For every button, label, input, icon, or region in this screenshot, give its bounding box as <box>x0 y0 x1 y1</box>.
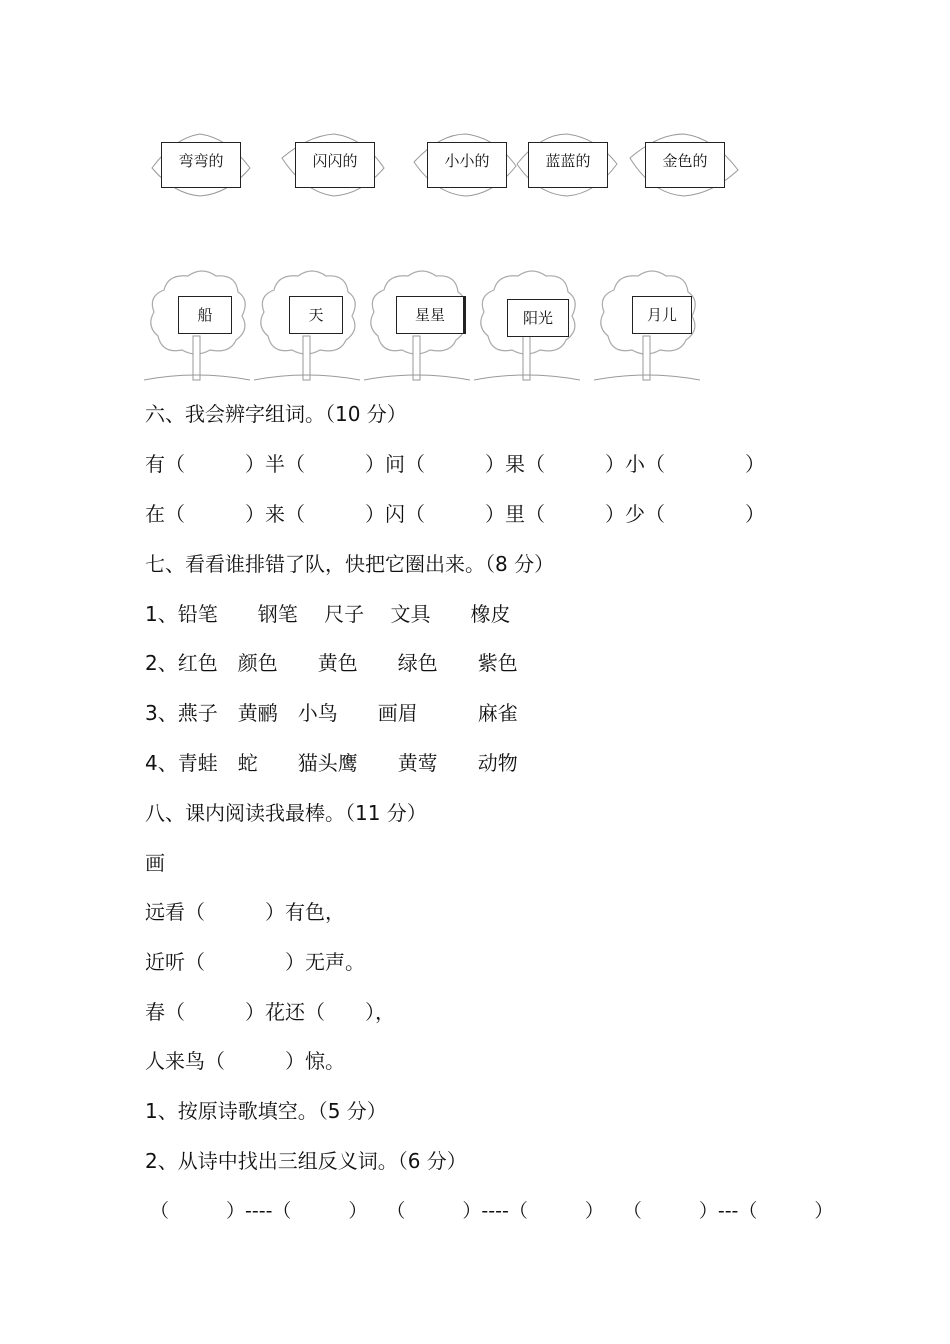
poem-title: 画 <box>145 851 165 875</box>
tree-word: 阳光 <box>507 299 569 337</box>
poem-line-3: 春（ ）花还（ ）， <box>145 1000 395 1024</box>
tree-word: 船 <box>178 296 232 334</box>
section6-row1: 有（ ）半（ ）问（ ）果（ ）小（ ） <box>145 452 765 476</box>
section8-title: 八、课内阅读我最棒。（11 分） <box>145 801 427 825</box>
section6-title: 六、我会辨字组词。（10 分） <box>145 402 407 426</box>
leaf-card-4 <box>511 128 623 198</box>
tree-card-5 <box>594 266 700 382</box>
section7-title: 七、看看谁排错了队，快把它圈出来。（8 分） <box>145 552 555 576</box>
section7-item-3: 3、燕子 黄鹂 小鸟 画眉 麻雀 <box>145 701 518 725</box>
antonym-blanks: （ ）----（ ） （ ）----（ ） （ ）---（ ） <box>150 1200 834 1222</box>
tree-card-1 <box>144 266 250 382</box>
leaf-card-3 <box>410 128 522 198</box>
tree-word: 天 <box>289 296 343 334</box>
tree-word: 月儿 <box>632 296 692 334</box>
leaf-card-1 <box>144 128 256 198</box>
section6-row2: 在（ ）来（ ）闪（ ）里（ ）少（ ） <box>145 502 765 526</box>
tree-word: 星星 <box>396 296 466 334</box>
tree-card-2 <box>254 266 360 382</box>
leaf-word: 弯弯的 <box>161 142 241 188</box>
section7-item-1: 1、铅笔 钢笔 尺子 文具 橡皮 <box>145 602 511 626</box>
question-1: 1、按原诗歌填空。（5 分） <box>145 1099 387 1123</box>
section7-item-4: 4、青蛙 蛇 猫头鹰 黄莺 动物 <box>145 751 518 775</box>
poem-line-1: 远看（ ）有色， <box>145 900 345 924</box>
tree-card-3 <box>364 266 470 382</box>
leaf-card-5 <box>628 128 740 198</box>
poem-line-4: 人来鸟（ ）惊。 <box>145 1049 345 1073</box>
leaf-word: 蓝蓝的 <box>528 142 608 188</box>
leaf-card-2 <box>278 128 390 198</box>
section7-item-2: 2、红色 颜色 黄色 绿色 紫色 <box>145 651 518 675</box>
leaf-word: 小小的 <box>427 142 507 188</box>
leaf-word: 闪闪的 <box>295 142 375 188</box>
question-2: 2、从诗中找出三组反义词。（6 分） <box>145 1149 467 1173</box>
tree-card-4 <box>474 266 580 382</box>
poem-line-2: 近听（ ）无声。 <box>145 950 365 974</box>
leaf-word: 金色的 <box>645 142 725 188</box>
